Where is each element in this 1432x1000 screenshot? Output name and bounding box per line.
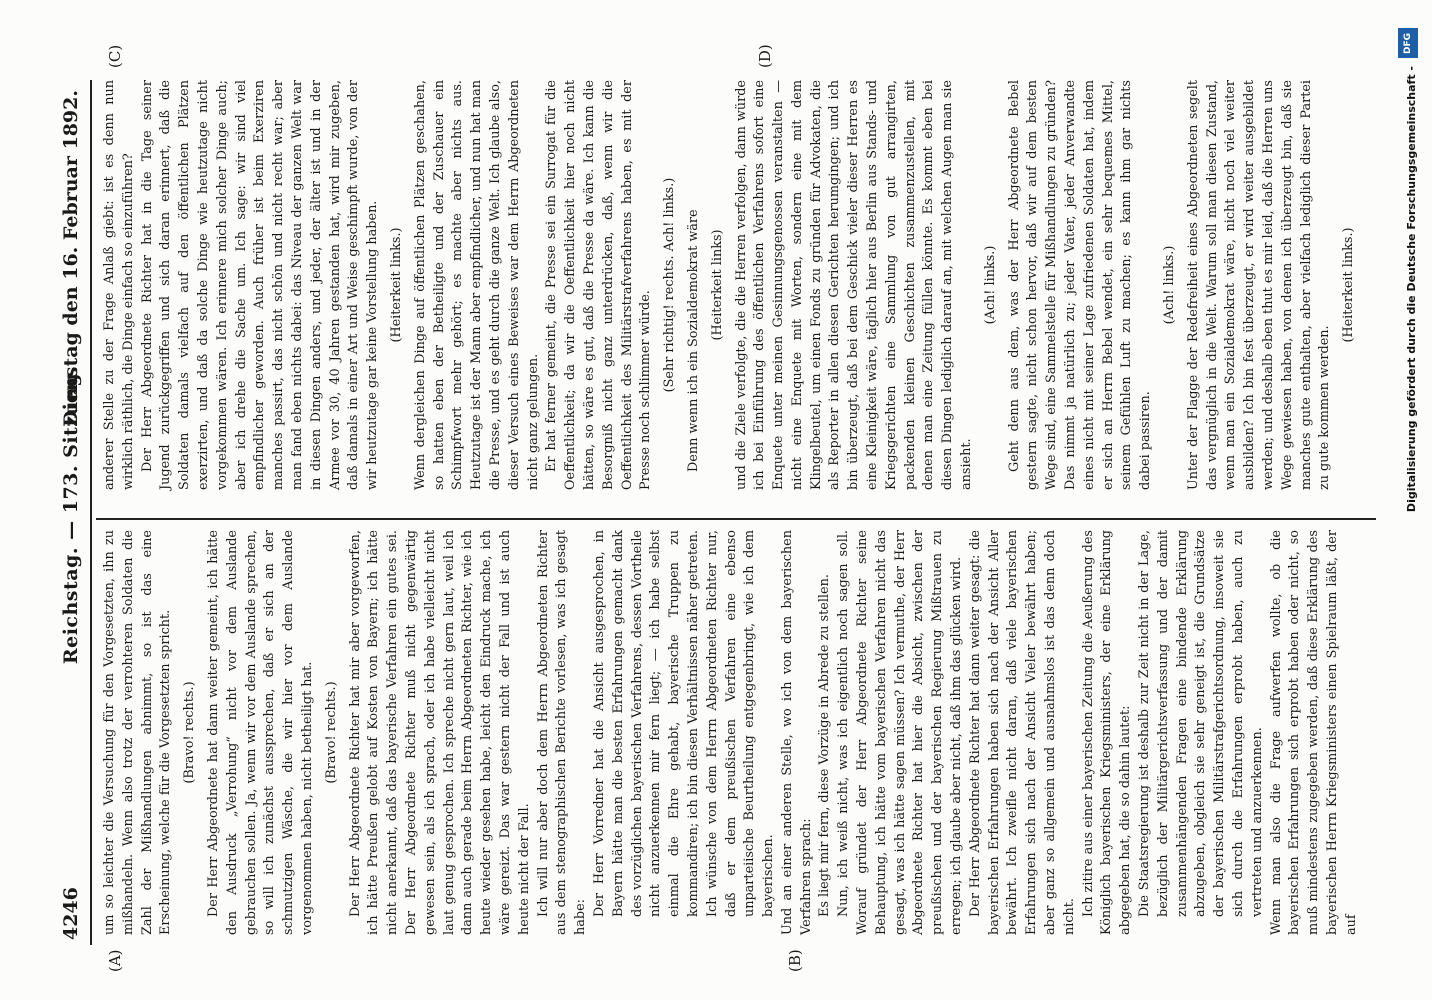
paragraph: Nun, ich weiß nicht, was ich eigentlich noch sagen soll. Worauf gründet der Herr Abgeordnete Richter seine Behauptung, ich hätte vom bayerischen Verfahren nicht das gesagt, was ich hätte sagen müssen? Ich vermuthe, der Herr Abgeordnete Richter hat hier die Absicht, zwischen der preußischen und der bayerischen Regierung Mißtrauen zu erregen; ich glaube aber nicht, daß ihm das glücken wird. <box>836 530 965 935</box>
rotated-document-page <box>26 20 1406 980</box>
paragraph: Unter der Flagge der Redefreiheit eines Abgeordneten segelt das vergnüglich in die Welt. Warum soll man diesen Zustand, wenn man ein Sozialdemokrat wäre, nicht noch viel weiter ausbilden? Ich bin fest überzeugt, er wird weiter ausgebildet werden; und deshalb eben thut es mir leid, daß die Herren uns Wege gewiesen haben, von denen ich überzeugt bin, daß sie manches gute enthalten, aber vielfach lediglich dieser Partei zu gute kommen werden. <box>1185 80 1333 490</box>
quotation: Die Staatsregierung ist deshalb zur Zeit nicht in der Lage, bezüglich der Militärgerichtsverfassung und der damit zusammenhängenden Fragen eine bindende Erklärung abzugeben, obgleich sie sehr geneigt ist, die Grundsätze der bayerischen Militärstrafgerichtsordnung, insoweit sie sich durch die Erfahrungen erprobt haben, auch zu vertreten und anzuerkennen. <box>1137 530 1265 917</box>
right-column <box>101 80 1364 490</box>
margin-marker-d: (D) <box>756 44 774 68</box>
left-column <box>101 530 1362 935</box>
paragraph: Ich zitire aus einer bayerischen Zeitung die Aeußerung des Königlich bayerischen Kriegsministers, der eine Erklärung abgegeben hat, die so dahin lautet: <box>1080 530 1134 935</box>
session-date: Dienstag den 16. Februar 1892. <box>60 90 82 427</box>
remark: (Heiterkeit links.) <box>388 227 404 343</box>
remark: (Sehr richtig! rechts. Ach! links.) <box>662 177 678 393</box>
header-rule <box>90 80 92 945</box>
paragraph: Der Herr Abgeordnete Richter hat mir aber vorgeworfen, ich hätte Preußen gelobt auf Kosten von Bayern; ich hätte nicht anerkannt, daß das bayerische Verfahren ein gutes sei. Der Herr Abgeordnete Richter muß nicht gegenwärtig gewesen sein, als ich sprach, oder ich habe vielleicht nicht laut genug gesprochen. Ich spreche nicht gern laut, weil ich dann auch gerade beim Herrn Abgeordneten Richter, wie ich heute wieder gesehen habe, leicht den Eindruck mache, ich wäre gereizt. Das war gestern nicht der Fall und ist auch heute nicht der Fall. <box>347 530 532 935</box>
remark: (Bravo! rechts.) <box>323 681 339 784</box>
paragraph: Denn wenn ich ein Sozialdemokrat wäre <box>685 209 701 472</box>
page-number: 4246 <box>60 887 82 940</box>
margin-marker-b: (B) <box>786 949 804 972</box>
remark: (Heiterkeit links) <box>709 229 725 341</box>
paragraph: Wenn dergleichen Dinge auf öffentlichen Plätzen geschahen, so hatten eben der Betheiligte und der Zuschauer ein Schimpfwort mehr gehört; es machte aber nichts aus. Heutzutage ist der Mann aber empfindlicher, und nun hat man die Presse, und es geht durch die ganze Welt. Ich glaube also, dieser Versuch eines Beweises war dem Herrn Abgeordneten nicht ganz gelungen. <box>412 80 541 490</box>
paragraph: Der Herr Abgeordnete hat dann weiter gemeint, ich hätte den Ausdruck „Verrohung“ nicht vor dem Auslande gebrauchen sollen. Ja, wenn wir vor dem Auslande sprechen, so will ich zunächst aussprechen, daß er sich an der schmutzigen Wäsche, die wir hier vor dem Auslande vorgenommen haben, nicht betheiligt hat. <box>205 530 315 935</box>
remark: (Ach! links.) <box>982 245 998 325</box>
paragraph: Und an einer anderen Stelle, wo ich von dem bayerischen Verfahren sprach: <box>779 530 814 935</box>
margin-marker-a: (A) <box>106 949 124 972</box>
remark: (Heiterkeit links.) <box>1341 227 1357 343</box>
paragraph: Der Herr Abgeordnete Richter hat in die Tage seiner Jugend zurückgegriffen und sich daran erinnert, daß die Soldaten damals vielfach auf den öffentlichen Plätzen exerzirten, und daß da solche Dinge wie heutzutage nicht vorgekommen wären. Ich erinnere mich solcher Dinge auch; aber ich drehe die Sache um. Ich sage: wir sind viel empfindlicher geworden. Auch früher ist beim Exerziren manches passirt, das nicht schön und nicht recht war; aber man fand eben nichts dabei: das Niveau der ganzen Welt war in diesen Dingen anders, und jeder, der älter ist und in der Armee vor 30, 40 Jahren gestanden hat, wird mir zugeben, daß damals in einer Art und Weise geschimpft wurde, von der wir heutzutage gar keine Vorstellung haben. <box>139 80 381 490</box>
page-header <box>60 90 92 940</box>
remark: (Bravo! rechts.) <box>182 681 198 784</box>
quotation: Es liegt mir fern, diese Vorzüge in Abrede zu stellen. <box>817 574 833 917</box>
paragraph: Der Herr Abgeordnete Richter hat dann weiter gesagt: die bayerischen Erfahrungen haben sich nach der Ansicht Aller bewährt. Ich zweifle nicht daran, daß viele bayerischen Erfahrungen sich nach der Ansicht Vieler bewährt haben; aber ganz so allgemein und ausnahmslos ist das denn doch nicht. <box>967 530 1077 935</box>
session-title: Reichstag. — 173. Sitzung. <box>60 365 82 665</box>
paragraph: um so leichter die Versuchung für den Vorgesetzten, ihn zu mißhandeln. Wenn also trotz der verrohteren Soldaten die Zahl der Mißhandlungen abnimmt, so ist das eine Erscheinung, welche für die Vorgesetzten spricht. <box>102 530 174 935</box>
remark: (Ach! links.) <box>1162 245 1178 325</box>
digitization-footer <box>1398 6 1418 994</box>
paragraph: Geht denn aus dem, was der Herr Abgeordnete Bebel gestern sagte, nicht schon hervor, daß wir auf dem besten Wege sind, eine Sammelstelle für Mißhandlungen zu gründen? Das nimmt ja natürlich zu; jeder Vater, jeder Anverwandte eines nicht mit seiner Lage zufriedenen Soldaten hat, indem er sich an Herrn Bebel wendet, ein sehr bequemes Mittel, seinem Gefühlen Luft zu machen; es kann ihm gar nichts dabei passiren. <box>1006 80 1154 490</box>
paragraph: Er hat ferner gemeint, die Presse sei ein Surrogat für die Oeffentlichkeit; da wir die Oeffentlichkeit hier noch nicht hätten, so wäre es gut, daß die Presse da wäre. Ich kann die Besorgniß nicht ganz unterdrücken, daß, wenn wir die Oeffentlichkeit des Militärstrafverfahrens haben, es mit der Presse noch schlimmer würde. <box>544 80 654 490</box>
margin-marker-c: (C) <box>106 44 124 68</box>
paragraph: und die Ziele verfolgte, die die Herren verfolgen, dann würde ich bei Einführung des öffentlichen Verfahrens sofort eine Enquete unter meinen Gesinnungsgenossen veranstalten — nicht eine Enquete mit Worten, sondern eine mit dem Klingelbeutel, um einen Fonds zu gründen für Advokaten, die als Reporter in allen diesen Gerichten herumgingen; und ich bin überzeugt, daß bei dem Geschick vieler dieser Herren es eine Kleinigkeit wäre, täglich hier aus Berlin aus Stands- und Kriegsgerichten eine Sammlung von gut arrangirten, packenden kleinen Geschichten zusammenzustellen, mit denen man eine Zeitung füllen könnte. Es kommt eben bei diesen Dingen lediglich darauf an, mit welchen Augen man sie ansieht. <box>733 80 975 490</box>
paragraph: Ich will nur aber doch dem Herrn Abgeordneten Richter aus dem stenographischen Berichte vorlesen, was ich gesagt habe: <box>535 530 589 935</box>
digitization-credit: Digitalisierung gefördert durch die Deutsche Forschungsgemeinschaft - <box>1405 66 1418 513</box>
dfg-logo: DFG <box>1398 28 1418 58</box>
paragraph: anderer Stelle zu der Frage Anlaß giebt: ist es denn nun wirklich räthlich, die Dinge einfach so einzuführen? <box>102 80 136 490</box>
quotation: Der Herr Vorredner hat die Ansicht ausgesprochen, in Bayern hätte man die besten Erfahrungen gemacht dank des vorzüglichen bayerischen Verfahrens, dessen Vortheile nicht anzuerkennen mir fern liegt; — ich habe selbst einmal die Ehre gehabt, bayerische Truppen zu kommandiren; ich bin diesen Verhältnissen näher getreten. Ich wünsche von dem Herrn Abgeordneten Richter nur, daß er dem preußischen Verfahren eine ebenso unparteiische Beurtheilung entgegenbringt, wie ich dem bayerischen. <box>591 530 777 917</box>
column-divider <box>96 518 1376 520</box>
paragraph: Wenn man also die Frage aufwerfen wollte, ob die bayerischen Erfahrungen sich erprobt haben oder nicht, so muß mindestens zugegeben werden, daß diese Erklärung des bayerischen Herrn Kriegsministers einen Spielraum läßt, der auf <box>1268 530 1359 935</box>
